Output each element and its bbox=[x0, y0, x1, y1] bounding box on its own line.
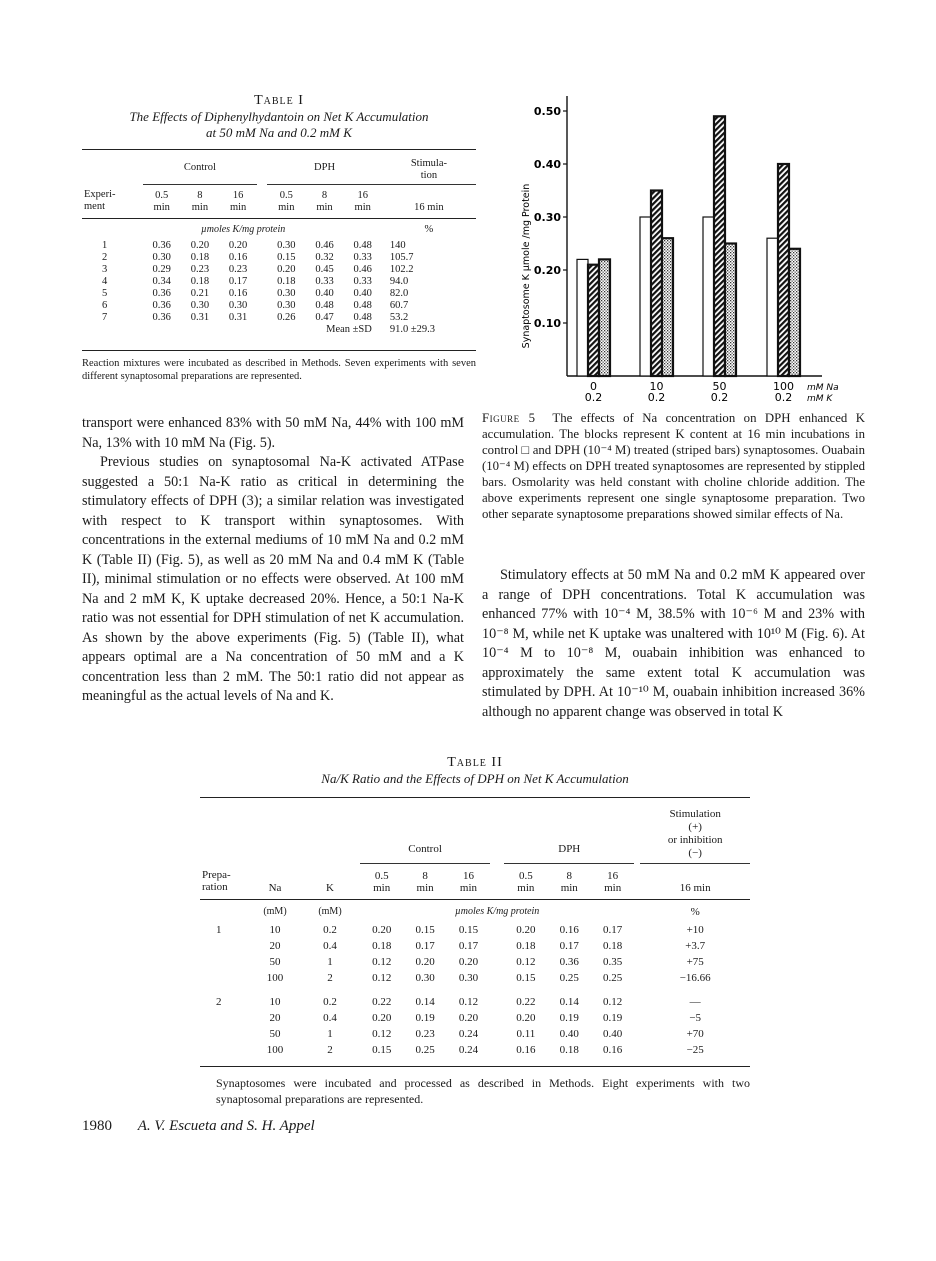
cell-value: 0.19 bbox=[603, 1012, 623, 1024]
cell-value: 0.20 bbox=[372, 1012, 392, 1024]
col-unit: min bbox=[604, 881, 622, 894]
cell-value: 0.36 bbox=[152, 288, 171, 299]
cell-value: 0.48 bbox=[353, 300, 372, 311]
x-tick-label-na: 100 bbox=[773, 380, 794, 393]
col-time: 0.5 bbox=[374, 869, 389, 882]
k-value: 1 bbox=[327, 1028, 333, 1040]
cell-value: 0.48 bbox=[315, 300, 334, 311]
preparation-number bbox=[200, 970, 250, 986]
bar-stippled bbox=[789, 249, 800, 376]
cell-value: 0.17 bbox=[228, 276, 248, 287]
cell-value: 0.36 bbox=[152, 240, 171, 251]
cell-value: 0.12 bbox=[372, 972, 392, 984]
table-1-units: µmoles K/mg protein bbox=[200, 224, 286, 235]
col-time: 8 bbox=[197, 189, 203, 201]
cell-value: 0.18 bbox=[559, 1044, 579, 1056]
figure-5-caption-text: The effects of Na concentration on DPH enhanced K accumulation. The blocks represent K content at 16 min incubations in control □ and DPH (10⁻⁴ M) treated (striped bars) synaptosomes. Ouabain (10⁻⁴ M) effects on DPH treated synaptosomes are represented by stippled bars. Osmolarity was held constant with choline chloride addition. The above experiments represent one single synaptosome preparation. Two other separate synaptosome preparations showed similar effects of Na. bbox=[482, 411, 866, 521]
cell-value: 0.30 bbox=[277, 300, 296, 311]
table-1-exp-header-2: ment bbox=[84, 201, 105, 213]
table-row bbox=[200, 986, 750, 1010]
col-time: 0.5 bbox=[518, 869, 533, 882]
na-value: 10 bbox=[269, 996, 281, 1008]
col-unit: min bbox=[517, 881, 535, 894]
x-unit-na: mM Na bbox=[807, 383, 839, 393]
stimulation-value: +70 bbox=[686, 1028, 704, 1040]
cell-value: 0.20 bbox=[415, 956, 435, 968]
k-value: 0.4 bbox=[323, 1012, 337, 1024]
table-2-grid bbox=[200, 797, 750, 1067]
x-tick-label-na: 50 bbox=[712, 380, 727, 393]
cell-value: 0.30 bbox=[458, 972, 479, 984]
cell-value: 0.48 bbox=[353, 312, 372, 323]
cell-value: 0.36 bbox=[152, 300, 171, 311]
table-1-note: Reaction mixtures were incubated as described in Methods. Seven experiments with seven different synaptosomal preparations are represented. bbox=[82, 357, 476, 382]
cell-value: 0.31 bbox=[228, 312, 248, 323]
figure-5-caption bbox=[482, 410, 865, 522]
na-value: 20 bbox=[269, 940, 281, 952]
left-column-text bbox=[82, 414, 464, 707]
preparation-number bbox=[200, 1042, 250, 1058]
table-row bbox=[200, 1010, 750, 1026]
table-row bbox=[200, 922, 750, 938]
k-value: 2 bbox=[327, 1044, 333, 1056]
x-tick-label-na: 10 bbox=[649, 380, 664, 393]
cell-value: 0.16 bbox=[516, 1044, 536, 1056]
cell-value: 0.47 bbox=[315, 312, 334, 323]
cell-value: 0.34 bbox=[152, 276, 171, 287]
table-1-caption-line1: The Effects of Diphenylhydantoin on Net K Accumulation bbox=[129, 109, 429, 124]
na-value: 50 bbox=[269, 1028, 281, 1040]
col-time: 8 bbox=[422, 869, 428, 882]
cell-value: 0.12 bbox=[603, 996, 623, 1008]
cell-value: 0.20 bbox=[516, 924, 536, 936]
stimulation-value: — bbox=[689, 996, 701, 1008]
bar-striped bbox=[588, 265, 599, 376]
bar-open bbox=[767, 238, 778, 376]
table-row bbox=[200, 1026, 750, 1042]
stimulation-value: 82.0 bbox=[389, 288, 409, 299]
table-1-caption-line2: at 50 mM Na and 0.2 mM K bbox=[206, 125, 352, 140]
stimulation-value: +75 bbox=[686, 956, 704, 968]
col-unit: min bbox=[416, 881, 434, 894]
bar-open bbox=[703, 217, 714, 376]
col-unit: min bbox=[191, 201, 209, 213]
y-tick-label: 0.10 bbox=[533, 317, 561, 330]
table-2-k-header: K bbox=[326, 881, 334, 894]
bar-stippled bbox=[599, 259, 610, 376]
stimulation-value: +10 bbox=[686, 924, 704, 936]
table-row bbox=[200, 938, 750, 954]
cell-value: 0.17 bbox=[458, 940, 479, 952]
col-unit: min bbox=[459, 881, 478, 894]
y-tick-label: 0.40 bbox=[533, 158, 561, 171]
col-time: 16 bbox=[607, 869, 619, 882]
cell-value: 0.22 bbox=[516, 996, 536, 1008]
col-unit: min bbox=[278, 201, 295, 213]
bar-striped bbox=[714, 116, 725, 376]
stimulation-value: 94.0 bbox=[389, 276, 409, 287]
paragraph: transport were enhanced 83% with 50 mM Na, 44% with 100 mM Na, 13% with 10 mM Na (Fig. 5). bbox=[82, 415, 464, 451]
cell-value: 0.19 bbox=[415, 1012, 435, 1024]
table-2-group-control: Control bbox=[360, 808, 490, 864]
paragraph: Previous studies on synaptosomal Na-K activated ATPase suggested a 50:1 Na-K ratio as critical in determining the stimulatory effects of DPH (3); a similar relation was investigated with respect to K transport within synaptosomes. With concentrations in the external mediums of 10 mM Na and 0.2 mM K (Table II) (Fig. 5), as well as 20 mM Na and 0.4 mM K (Table II), minimal stimulation or no effects were observed. At 100 mM Na and 2 mM K, K uptake decreased 20%. Hence, a 50:1 Na-K ratio was not essential for DPH stimulation of net K accumulation. As shown by the above experiments (Fig. 5) (Table II), what appears optimal are a Na concentration of 50 mM and a K concentration less than 2 mM. The 50:1 ratio did not appear as meaningful as the actual levels of Na and K. bbox=[82, 454, 464, 704]
cell-value: 0.12 bbox=[516, 956, 536, 968]
cell-value: 0.33 bbox=[353, 276, 372, 287]
cell-value: 0.22 bbox=[372, 996, 392, 1008]
table-2-stim-time: 16 min bbox=[679, 881, 711, 894]
cell-value: 0.17 bbox=[603, 924, 623, 936]
cell-value: 0.15 bbox=[516, 972, 536, 984]
stimulation-value: −16.66 bbox=[679, 972, 711, 984]
stimulation-value: −5 bbox=[689, 1012, 702, 1024]
y-axis-label: Synaptosome K µmole /mg Protein bbox=[521, 183, 532, 349]
cell-value: 0.18 bbox=[372, 940, 392, 952]
cell-value: 0.33 bbox=[353, 252, 372, 263]
bar-stippled bbox=[662, 238, 673, 376]
preparation-number: 2 bbox=[216, 996, 222, 1008]
preparation-number: 1 bbox=[216, 924, 222, 936]
table-1-label: Table I bbox=[254, 93, 304, 108]
cell-value: 0.15 bbox=[372, 1044, 392, 1056]
y-tick-label: 0.30 bbox=[533, 211, 561, 224]
col-unit: min bbox=[229, 201, 247, 213]
col-time: 16 bbox=[357, 189, 368, 201]
stimulation-value: 102.2 bbox=[389, 264, 414, 275]
cell-value: 0.31 bbox=[190, 312, 210, 323]
table-2-note: Synaptosomes were incubated and processed as described in Methods. Eight experiments with two synaptosomal preparations are represented. bbox=[216, 1075, 750, 1106]
table-1-exp-header-1: Experi- bbox=[84, 189, 116, 201]
cell-value: 0.20 bbox=[190, 240, 210, 251]
cell-value: 0.20 bbox=[277, 264, 296, 275]
page-footer bbox=[82, 1118, 315, 1135]
page-number: 1980 bbox=[82, 1118, 112, 1134]
k-value: 1 bbox=[327, 956, 333, 968]
na-value: 50 bbox=[269, 956, 281, 968]
cell-value: 0.20 bbox=[458, 956, 479, 968]
col-unit: min bbox=[153, 201, 170, 213]
col-unit: min bbox=[373, 881, 391, 894]
na-value: 20 bbox=[269, 1012, 281, 1024]
cell-value: 0.30 bbox=[228, 300, 248, 311]
running-authors: A. V. Escueta and S. H. Appel bbox=[137, 1118, 315, 1134]
cell-value: 0.23 bbox=[228, 264, 248, 275]
cell-value: 0.16 bbox=[559, 924, 579, 936]
table-2-label: Table II bbox=[447, 755, 503, 770]
table-2-na-header: Na bbox=[268, 881, 282, 894]
table-1-grid bbox=[82, 149, 476, 351]
cell-value: 0.17 bbox=[415, 940, 435, 952]
table-row bbox=[200, 954, 750, 970]
col-unit: min bbox=[316, 201, 333, 213]
na-value: 100 bbox=[266, 972, 284, 984]
col-time: 8 bbox=[566, 869, 572, 882]
y-tick-label: 0.50 bbox=[533, 105, 561, 118]
cell-value: 0.40 bbox=[603, 1028, 623, 1040]
cell-value: 0.40 bbox=[315, 288, 334, 299]
col-time: 16 bbox=[462, 869, 474, 882]
col-time: 0.5 bbox=[155, 189, 169, 201]
figure-5-chart bbox=[505, 96, 855, 406]
cell-value: 0.30 bbox=[190, 300, 210, 311]
table-2-group-dph: DPH bbox=[504, 808, 634, 864]
table-row bbox=[82, 312, 476, 324]
bar-open bbox=[577, 259, 588, 376]
table-2 bbox=[200, 754, 750, 1107]
table-1-stim-header-1: Stimula- bbox=[410, 157, 447, 169]
figure-5-label: Figure 5 bbox=[482, 411, 536, 425]
table-1-stim-units: % bbox=[424, 224, 434, 235]
col-time: 16 bbox=[232, 189, 244, 201]
table-2-prep-header: Prepa- bbox=[202, 869, 231, 882]
cell-value: 0.12 bbox=[372, 1028, 392, 1040]
k-value: 0.4 bbox=[323, 940, 337, 952]
cell-value: 0.33 bbox=[315, 276, 334, 287]
stimulation-value: +3.7 bbox=[685, 940, 706, 952]
stimulation-value: 105.7 bbox=[389, 252, 414, 263]
experiment-number: 2 bbox=[102, 252, 108, 263]
col-unit: min bbox=[560, 881, 578, 894]
cell-value: 0.12 bbox=[458, 996, 479, 1008]
table-2-units: µmoles K/mg protein bbox=[455, 906, 540, 917]
table-row bbox=[82, 252, 476, 264]
x-unit-k: mM K bbox=[807, 394, 833, 404]
cell-value: 0.20 bbox=[516, 1012, 536, 1024]
col-time: 0.5 bbox=[279, 189, 293, 201]
cell-value: 0.24 bbox=[458, 1028, 479, 1040]
table-2-stim-header: or inhibition bbox=[667, 833, 723, 846]
cell-value: 0.20 bbox=[228, 240, 248, 251]
bar-striped bbox=[778, 164, 789, 376]
na-value: 10 bbox=[269, 924, 281, 936]
stimulation-value: −25 bbox=[686, 1044, 704, 1056]
cell-value: 0.21 bbox=[190, 288, 210, 299]
cell-value: 0.15 bbox=[277, 252, 296, 263]
cell-value: 0.48 bbox=[353, 240, 372, 251]
table-row bbox=[82, 288, 476, 300]
cell-value: 0.18 bbox=[277, 276, 296, 287]
bar-open bbox=[640, 217, 651, 376]
cell-value: 0.23 bbox=[415, 1028, 435, 1040]
experiment-number: 1 bbox=[102, 240, 108, 251]
y-tick-label: 0.20 bbox=[533, 264, 561, 277]
cell-value: 0.17 bbox=[559, 940, 579, 952]
stimulation-value: 60.7 bbox=[389, 300, 409, 311]
cell-value: 0.32 bbox=[315, 252, 334, 263]
table-row bbox=[200, 970, 750, 986]
cell-value: 0.18 bbox=[516, 940, 536, 952]
cell-value: 0.40 bbox=[353, 288, 372, 299]
experiment-number: 7 bbox=[102, 312, 108, 323]
cell-value: 0.45 bbox=[315, 264, 334, 275]
cell-value: 0.15 bbox=[415, 924, 435, 936]
bar-striped bbox=[651, 191, 662, 377]
cell-value: 0.46 bbox=[353, 264, 372, 275]
col-unit: min bbox=[354, 201, 371, 213]
k-value: 0.2 bbox=[323, 924, 337, 936]
experiment-number: 4 bbox=[102, 276, 108, 287]
table-2-prep-header: ration bbox=[202, 881, 228, 894]
table-row bbox=[200, 1042, 750, 1058]
cell-value: 0.25 bbox=[559, 972, 579, 984]
table-row bbox=[82, 276, 476, 288]
cell-value: 0.19 bbox=[559, 1012, 579, 1024]
table-2-stim-header: Stimulation bbox=[669, 807, 721, 820]
x-tick-label-k: 0.2 bbox=[584, 391, 603, 404]
cell-value: 0.15 bbox=[458, 924, 479, 936]
table-2-stim-header: (+) bbox=[688, 820, 702, 833]
bar-stippled bbox=[725, 244, 736, 377]
na-value: 100 bbox=[266, 1044, 284, 1056]
cell-value: 0.23 bbox=[190, 264, 210, 275]
table-1-mean-value: 91.0 ±29.3 bbox=[389, 324, 435, 335]
preparation-number bbox=[200, 1026, 250, 1042]
table-1-mean-label: Mean ±SD bbox=[326, 324, 372, 335]
cell-value: 0.11 bbox=[516, 1028, 536, 1040]
table-2-k-unit: (mM) bbox=[318, 906, 342, 917]
k-value: 0.2 bbox=[323, 996, 337, 1008]
paragraph: Stimulatory effects at 50 mM Na and 0.2 mM K appeared over a range of DPH concentrations. Total K accumulation was enhanced 77% with 10⁻⁴ M, 38.5% with 10⁻⁶ M and 23% with 10⁻⁸ M, while net K uptake was unaltered with 10¹⁰ M (Fig. 6). At 10⁻⁴ M to 10⁻⁸ M, ouabain inhibition was enhanced to approximately the same extent total K accumulation was stimulated by DPH. At 10⁻¹⁰ M, ouabain inhibition increased 36% although no apparent change was observed in total K bbox=[482, 567, 865, 720]
preparation-number bbox=[200, 1010, 250, 1026]
table-1 bbox=[82, 92, 476, 383]
cell-value: 0.29 bbox=[152, 264, 171, 275]
experiment-number: 3 bbox=[102, 264, 108, 275]
cell-value: 0.18 bbox=[190, 276, 210, 287]
table-1-group-control: Control bbox=[143, 158, 258, 185]
cell-value: 0.16 bbox=[228, 252, 248, 263]
preparation-number bbox=[200, 954, 250, 970]
cell-value: 0.30 bbox=[415, 972, 435, 984]
table-row bbox=[82, 264, 476, 276]
cell-value: 0.25 bbox=[603, 972, 623, 984]
cell-value: 0.35 bbox=[603, 956, 623, 968]
table-1-stim-time: 16 min bbox=[414, 201, 444, 213]
table-row bbox=[82, 240, 476, 252]
x-tick-label-k: 0.2 bbox=[710, 391, 729, 404]
cell-value: 0.18 bbox=[190, 252, 210, 263]
cell-value: 0.26 bbox=[277, 312, 296, 323]
k-value: 2 bbox=[327, 972, 333, 984]
table-row bbox=[82, 300, 476, 312]
table-1-group-dph: DPH bbox=[267, 158, 382, 185]
cell-value: 0.30 bbox=[152, 252, 171, 263]
cell-value: 0.12 bbox=[372, 956, 392, 968]
table-2-caption: Na/K Ratio and the Effects of DPH on Net K Accumulation bbox=[321, 771, 629, 786]
cell-value: 0.14 bbox=[559, 996, 579, 1008]
table-2-stim-header: (−) bbox=[688, 846, 702, 859]
cell-value: 0.24 bbox=[458, 1044, 479, 1056]
table-2-stim-units: % bbox=[690, 906, 700, 918]
x-tick-label-na: 0 bbox=[590, 380, 597, 393]
col-time: 8 bbox=[321, 189, 328, 201]
cell-value: 0.20 bbox=[458, 1012, 479, 1024]
experiment-number: 6 bbox=[102, 300, 108, 311]
stimulation-value: 140 bbox=[389, 240, 406, 251]
cell-value: 0.16 bbox=[228, 288, 248, 299]
cell-value: 0.40 bbox=[559, 1028, 579, 1040]
stimulation-value: 53.2 bbox=[389, 312, 409, 323]
cell-value: 0.25 bbox=[415, 1044, 435, 1056]
table-1-stim-header-2: tion bbox=[420, 169, 438, 181]
cell-value: 0.30 bbox=[277, 240, 296, 251]
cell-value: 0.46 bbox=[315, 240, 334, 251]
x-tick-label-k: 0.2 bbox=[774, 391, 793, 404]
cell-value: 0.36 bbox=[559, 956, 579, 968]
cell-value: 0.14 bbox=[415, 996, 435, 1008]
right-column-text bbox=[482, 566, 865, 722]
experiment-number: 5 bbox=[102, 288, 108, 299]
table-2-na-unit: (mM) bbox=[263, 906, 287, 917]
cell-value: 0.30 bbox=[277, 288, 296, 299]
cell-value: 0.16 bbox=[603, 1044, 623, 1056]
x-tick-label-k: 0.2 bbox=[647, 391, 666, 404]
cell-value: 0.36 bbox=[152, 312, 171, 323]
cell-value: 0.20 bbox=[372, 924, 392, 936]
cell-value: 0.18 bbox=[603, 940, 623, 952]
bar-chart bbox=[505, 96, 855, 406]
preparation-number bbox=[200, 938, 250, 954]
